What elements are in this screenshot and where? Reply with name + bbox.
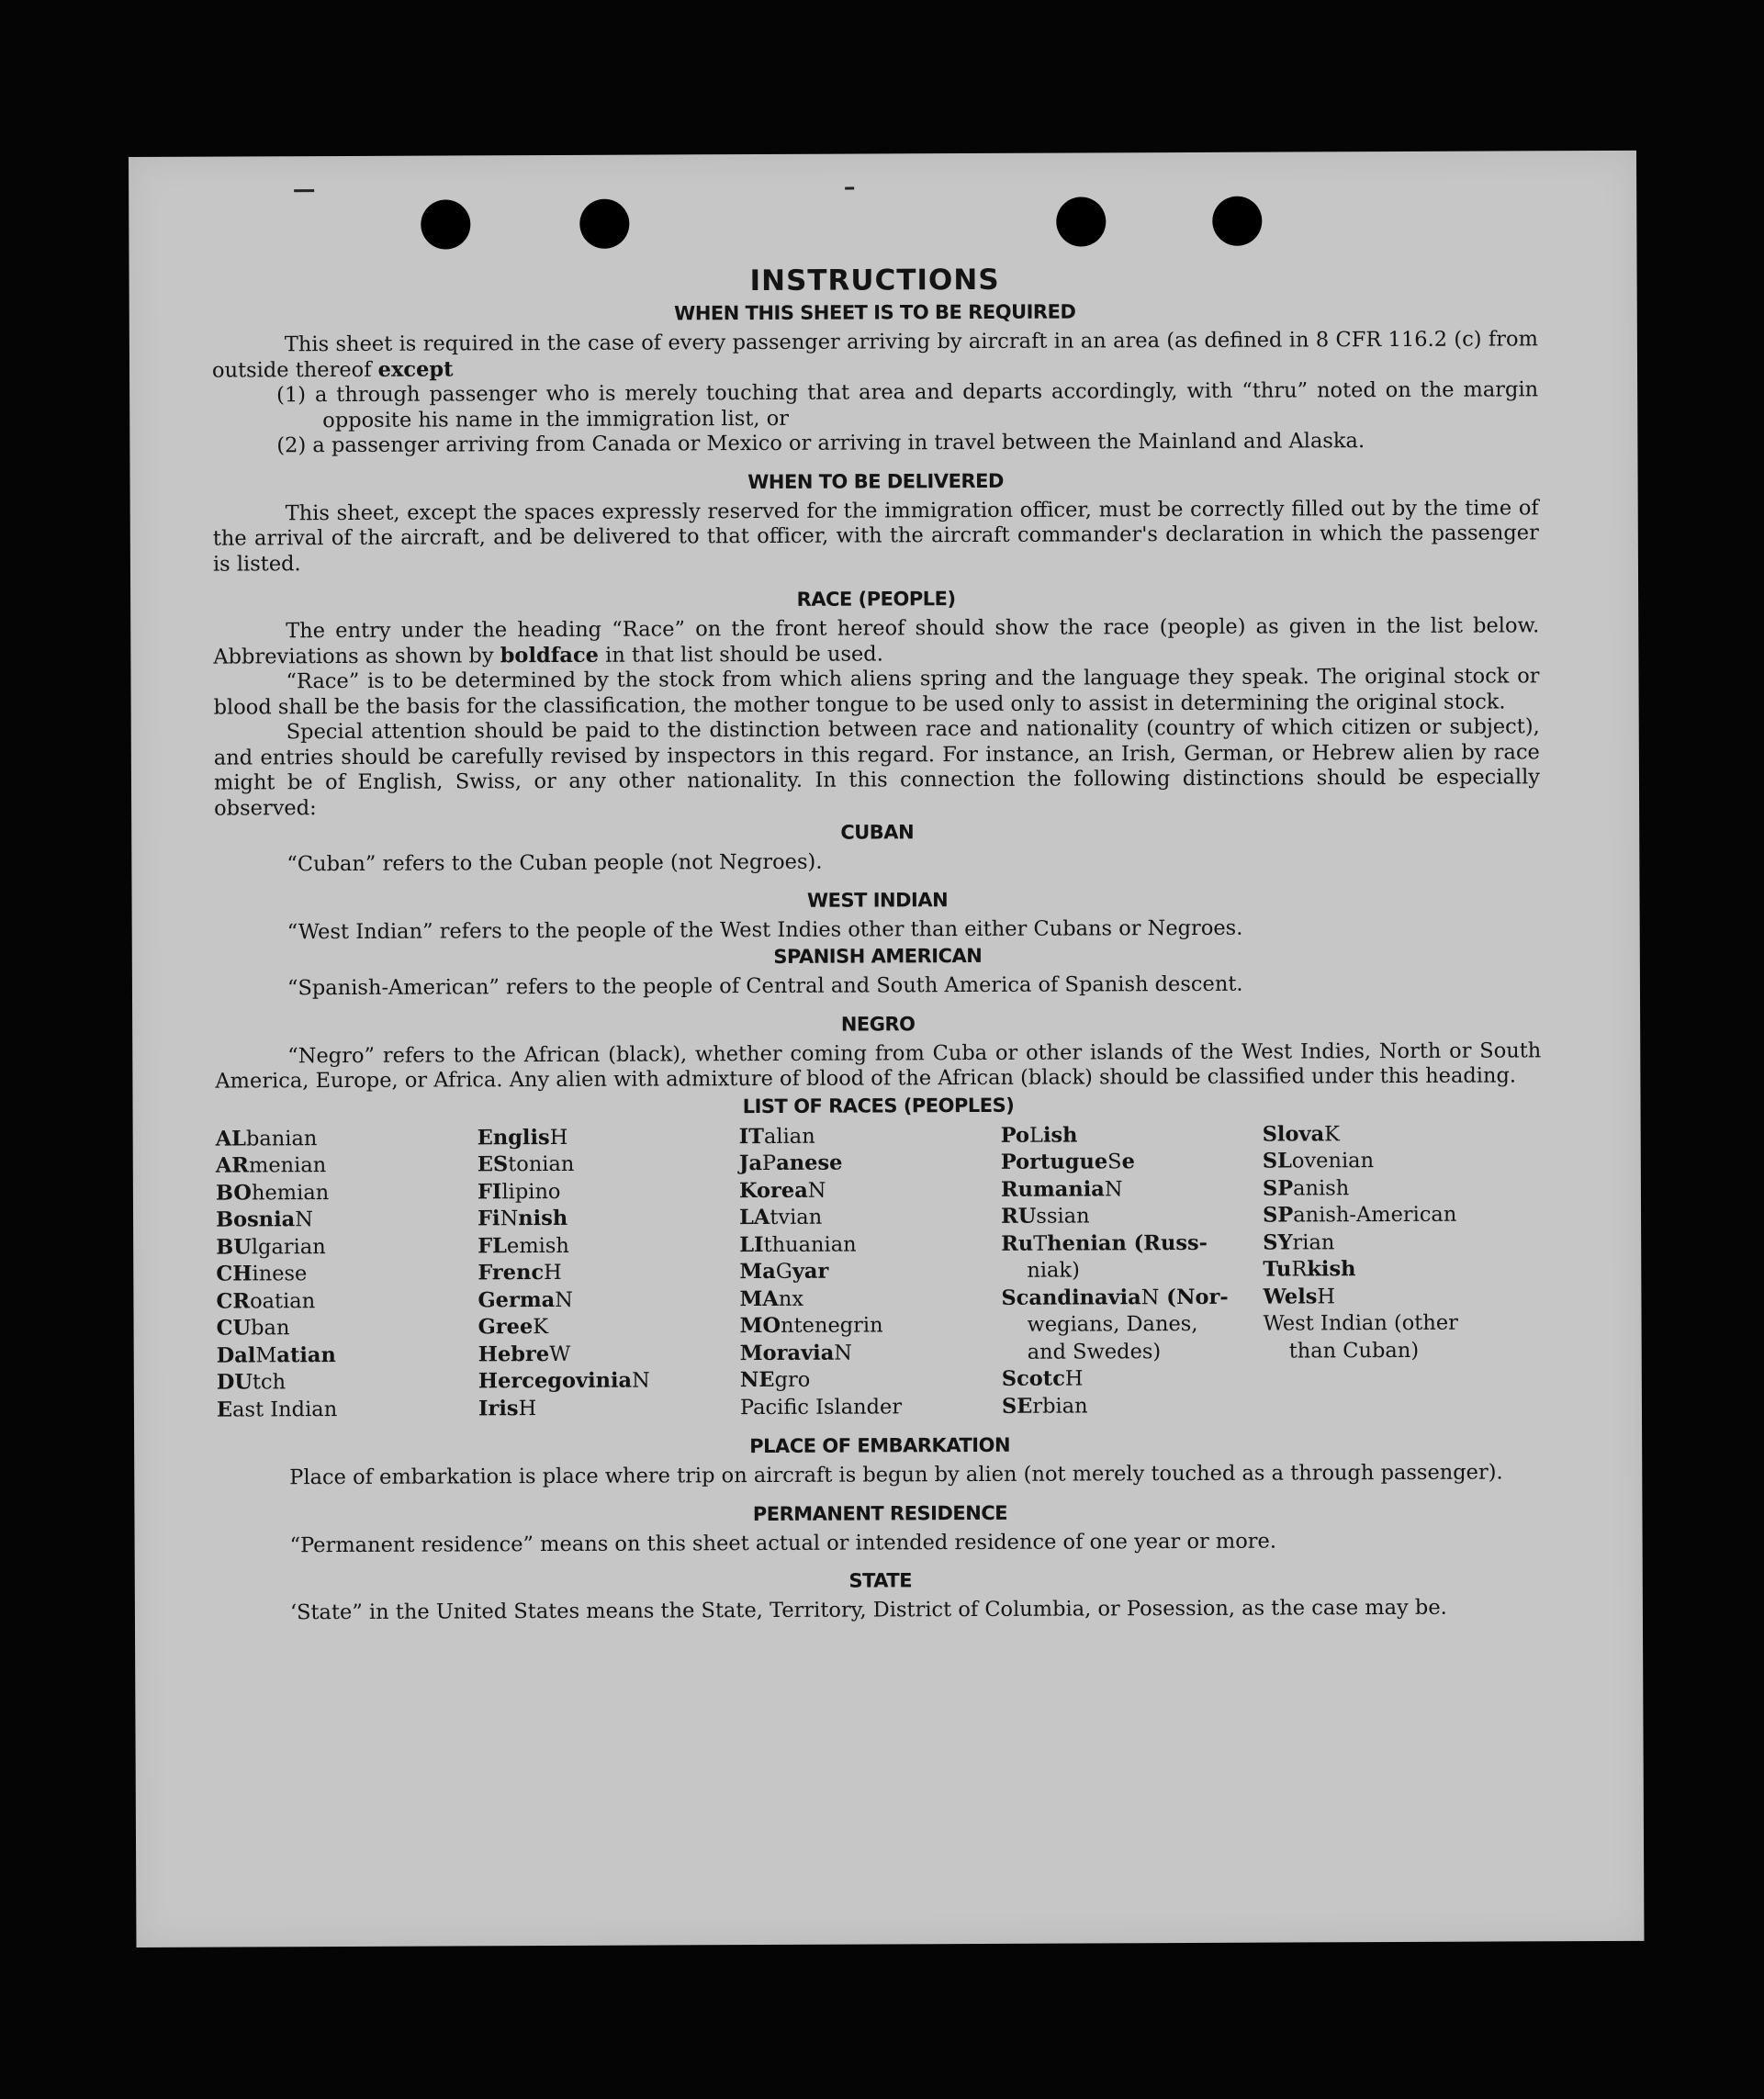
race-column	[216, 1125, 474, 1424]
required-intro-bold: except	[377, 356, 454, 382]
race-entry: FrencH	[478, 1260, 562, 1285]
section-heading-list-of-races: LIST OF RACES (PEOPLES)	[742, 1094, 1015, 1117]
state-text: ‘State” in the United States means the State, Territory, District of Columbia, or Posession, as the case may be.	[289, 1595, 1447, 1625]
section-heading-west-indian: WEST INDIAN	[806, 888, 949, 912]
race-entry: than Cuban)	[1288, 1338, 1420, 1363]
race-entry: and Swedes)	[1027, 1339, 1162, 1364]
race-entry: IrisH	[478, 1396, 537, 1420]
embarkation-text: Place of embarkation is place where trip on aircraft is begun by alien (not merely touched as a through passenger).	[289, 1460, 1503, 1490]
race-p1-tail: in that list should be used.	[598, 641, 883, 668]
race-entry: GermaN	[478, 1287, 573, 1312]
race-entry: CUban	[216, 1316, 290, 1341]
section-heading-required: WHEN THIS SHEET IS TO BE REQUIRED	[674, 300, 1076, 325]
scan-mark	[845, 187, 854, 190]
race-column	[478, 1124, 736, 1423]
race-entry: HebreW	[478, 1341, 571, 1366]
section-heading-negro: NEGRO	[840, 1012, 916, 1036]
required-intro	[212, 327, 1538, 383]
section-heading-residence: PERMANENT RESIDENCE	[752, 1501, 1008, 1525]
race-column	[1001, 1121, 1259, 1420]
race-entry: SErbian	[1001, 1393, 1088, 1419]
race-entry: ARmenian	[215, 1153, 327, 1178]
race-entry: LIthuanian	[739, 1232, 857, 1257]
race-entry: EStonian	[477, 1151, 575, 1177]
instructions-content	[212, 261, 1544, 1626]
race-entry: WelsH	[1263, 1284, 1336, 1309]
section-heading-embarkation: PLACE OF EMBARKATION	[749, 1433, 1011, 1458]
race-entry: SlovaK	[1262, 1121, 1340, 1147]
race-entry: BosniaN	[215, 1207, 313, 1232]
negro-text: “Negro” refers to the African (black), whether coming from Cuba or other islands of the West Indies, North or South America, Europe, or Africa. Any alien with admixture of blood of the African (black) should be classified under this heading.	[215, 1038, 1542, 1094]
section-heading-cuban: CUBAN	[840, 821, 915, 844]
race-entry: CRoatian	[216, 1288, 316, 1314]
punch-hole	[579, 199, 629, 249]
spanish-american-text: “Spanish-American” refers to the people of Central and South America of Spanish descent.	[287, 971, 1243, 1001]
section-heading-spanish-american: SPANISH AMERICAN	[773, 944, 983, 968]
punch-hole	[421, 199, 470, 249]
races-list	[216, 1120, 1521, 1424]
race-entry: SPanish-American	[1262, 1202, 1457, 1228]
race-entry: EnglisH	[477, 1125, 568, 1150]
race-entry: FIlipino	[477, 1179, 561, 1204]
race-entry: SPanish	[1262, 1175, 1350, 1201]
punch-hole	[1056, 196, 1106, 246]
race-entry: SLovenian	[1262, 1149, 1375, 1173]
residence-text: “Permanent residence” means on this sheet actual or intended residence of one year or more.	[289, 1529, 1277, 1557]
race-column	[739, 1122, 997, 1421]
race-entry: RumaniaN	[1000, 1176, 1123, 1202]
race-entry: PoLish	[1000, 1123, 1078, 1148]
race-entry: SYrian	[1263, 1229, 1335, 1255]
race-entry: KoreaN	[738, 1178, 826, 1203]
race-entry: TuRkish	[1263, 1257, 1356, 1282]
race-paragraph-3: Special attention should be paid to the distinction between race and nationality (country of which citizen or subject), and entries should be carefully revised by inspectors in this regard. For instance, an Irish, German, or Hebrew alien by race might be of English, Swiss, or any other nationality. In this connection the following distinctions should be especially observed:	[213, 714, 1541, 821]
race-entry: West Indian (other	[1263, 1310, 1458, 1336]
race-entry: MoraviaN	[739, 1341, 852, 1365]
race-entry: RuThenian (Russ-	[1001, 1230, 1208, 1256]
race-entry: RUssian	[1000, 1204, 1090, 1229]
race-entry: FLemish	[478, 1233, 569, 1258]
delivered-text: This sheet, except the spaces expressly reserved for the immigration officer, must be correctly filled out by the time of the arrival of the aircraft, and be delivered to that officer, with the aircraft commander's declaration in which the passenger is listed.	[212, 495, 1539, 577]
race-entry: LAtvian	[738, 1205, 823, 1230]
race-entry: ScotcH	[1001, 1366, 1084, 1391]
race-entry: East Indian	[216, 1397, 338, 1422]
west-indian-text: “West Indian” refers to the people of the West Indies other than either Cubans or Negroes.	[287, 915, 1243, 944]
page-title: INSTRUCTIONS	[749, 263, 1000, 298]
race-entry: wegians, Danes,	[1027, 1311, 1198, 1337]
race-entry: ITalian	[738, 1124, 815, 1149]
race-entry: DalMatian	[216, 1342, 336, 1368]
punch-hole	[1212, 196, 1262, 246]
section-heading-delivered: WHEN TO BE DELIVERED	[747, 469, 1004, 493]
required-intro-text: This sheet is required in the case of every passenger arriving by aircraft in an area (as defined in 8 CFR 116.2 (c) from outside thereof	[211, 327, 1538, 383]
race-entry: MAnx	[739, 1286, 804, 1311]
race-entry: PortugueSe	[1000, 1150, 1135, 1174]
race-entry: MaGyar	[739, 1259, 829, 1285]
race-paragraph-1	[213, 613, 1539, 669]
race-column	[1263, 1120, 1521, 1420]
race-entry: DUtch	[216, 1370, 287, 1395]
document-sheet	[129, 151, 1644, 1947]
race-entry: BOhemian	[215, 1180, 330, 1206]
race-entry: ScandinaviaN (Nor-	[1001, 1285, 1229, 1310]
required-item-1: (1) a through passenger who is merely touching that area and departs accordingly, with “thru” noted on the margin opposite his name in the immigration list, or	[276, 377, 1539, 432]
race-entry: FiNnish	[477, 1206, 568, 1231]
race-entry: MOntenegrin	[739, 1313, 883, 1339]
section-heading-state: STATE	[848, 1569, 913, 1592]
race-entry: BUlgarian	[216, 1234, 326, 1260]
race-paragraph-2: “Race” is to be determined by the stock from which aliens spring and the language they speak. The original stock or blood shall be the basis for the classification, the mother tongue to be used only to assist in determining the original stock.	[213, 664, 1540, 720]
scan-mark	[294, 189, 314, 192]
required-item-2: (2) a passenger arriving from Canada or Mexico or arriving in travel between the Mainland and Alaska.	[276, 429, 1365, 458]
race-entry: NEgro	[739, 1367, 811, 1393]
race-entry: CHinese	[216, 1262, 308, 1286]
section-heading-race: RACE (PEOPLE)	[796, 588, 956, 611]
race-entry: GreeK	[478, 1315, 549, 1340]
race-p1-text: The entry under the heading “Race” on the front hereof should show the race (people) as given in the list below. Abbreviations as shown by	[213, 613, 1540, 669]
race-entry: Pacific Islander	[739, 1394, 903, 1420]
race-entry: JaPanese	[738, 1151, 843, 1176]
race-entry: ALbanian	[215, 1126, 318, 1151]
race-entry: HercegoviniaN	[478, 1368, 650, 1394]
race-entry: niak)	[1027, 1258, 1080, 1283]
race-p1-bold: boldface	[500, 643, 600, 668]
cuban-text: “Cuban” refers to the Cuban people (not Negroes).	[287, 849, 823, 877]
